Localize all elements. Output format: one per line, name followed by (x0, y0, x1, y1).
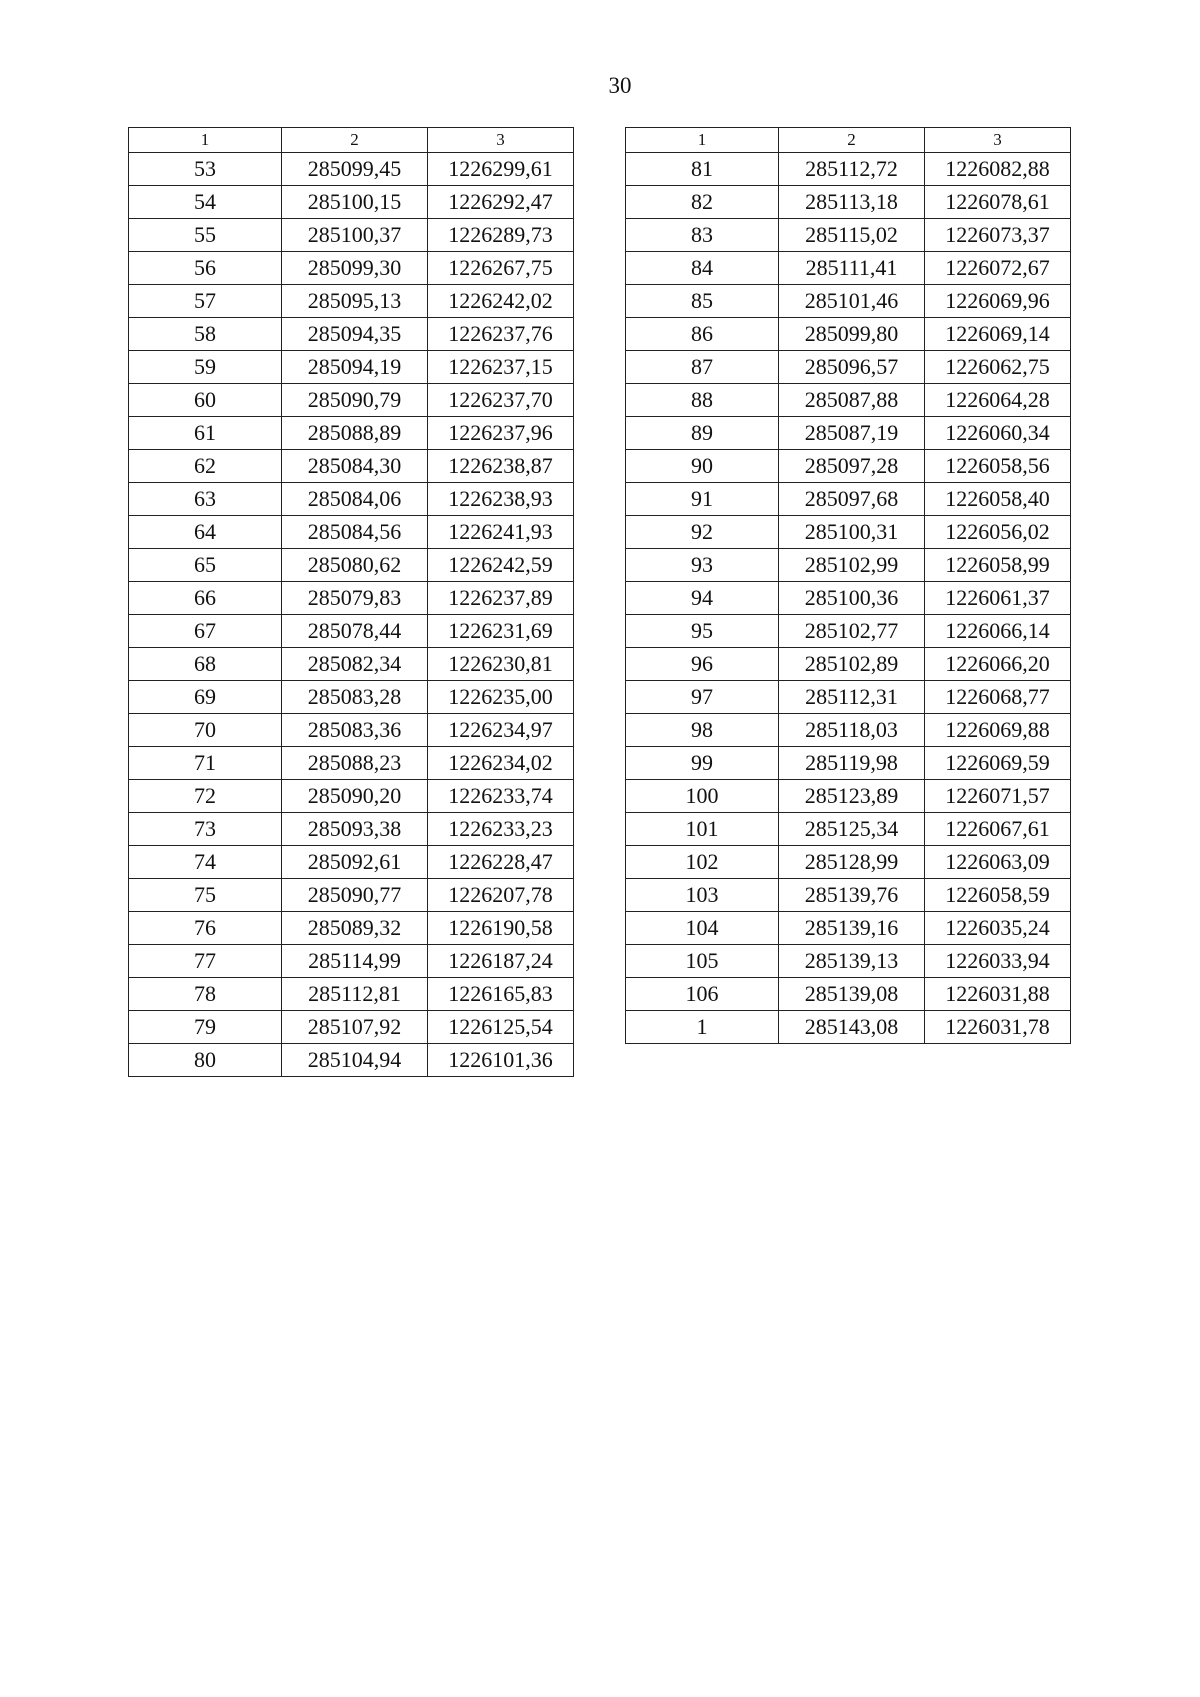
y-coordinate-cell: 1226082,88 (925, 153, 1071, 186)
point-number-cell: 53 (129, 153, 282, 186)
table-row (626, 912, 1071, 945)
table-row (129, 978, 574, 1011)
point-number-cell: 76 (129, 912, 282, 945)
y-coordinate-cell: 1226035,24 (925, 912, 1071, 945)
y-coordinate-cell: 1226061,37 (925, 582, 1071, 615)
table-row (129, 681, 574, 714)
y-coordinate-cell: 1226066,14 (925, 615, 1071, 648)
x-coordinate-cell: 285094,35 (282, 318, 428, 351)
x-coordinate-cell: 285125,34 (779, 813, 925, 846)
y-coordinate-cell: 1226237,76 (428, 318, 574, 351)
table-row (129, 813, 574, 846)
point-number-cell: 103 (626, 879, 779, 912)
table-row (626, 186, 1071, 219)
point-number-cell: 105 (626, 945, 779, 978)
table-row (626, 879, 1071, 912)
y-coordinate-cell: 1226078,61 (925, 186, 1071, 219)
y-coordinate-cell: 1226237,89 (428, 582, 574, 615)
x-coordinate-cell: 285102,99 (779, 549, 925, 582)
x-coordinate-cell: 285089,32 (282, 912, 428, 945)
x-coordinate-cell: 285080,62 (282, 549, 428, 582)
table-row (626, 615, 1071, 648)
y-coordinate-cell: 1226060,34 (925, 417, 1071, 450)
table-row (129, 351, 574, 384)
y-coordinate-cell: 1226056,02 (925, 516, 1071, 549)
column-header-2: 2 (779, 128, 925, 153)
x-coordinate-cell: 285100,36 (779, 582, 925, 615)
point-number-cell: 89 (626, 417, 779, 450)
table-row (129, 879, 574, 912)
point-number-cell: 57 (129, 285, 282, 318)
table-row (626, 813, 1071, 846)
point-number-cell: 92 (626, 516, 779, 549)
table-row (129, 186, 574, 219)
y-coordinate-cell: 1226069,88 (925, 714, 1071, 747)
y-coordinate-cell: 1226072,67 (925, 252, 1071, 285)
table-row (129, 747, 574, 780)
y-coordinate-cell: 1226058,99 (925, 549, 1071, 582)
x-coordinate-cell: 285097,68 (779, 483, 925, 516)
coordinates-table-left (128, 127, 574, 1077)
header-row (129, 128, 574, 153)
x-coordinate-cell: 285112,31 (779, 681, 925, 714)
table-row (129, 318, 574, 351)
column-header-3: 3 (925, 128, 1071, 153)
point-number-cell: 78 (129, 978, 282, 1011)
point-number-cell: 54 (129, 186, 282, 219)
y-coordinate-cell: 1226063,09 (925, 846, 1071, 879)
x-coordinate-cell: 285101,46 (779, 285, 925, 318)
x-coordinate-cell: 285099,45 (282, 153, 428, 186)
table-row (129, 252, 574, 285)
point-number-cell: 58 (129, 318, 282, 351)
table-row (626, 483, 1071, 516)
x-coordinate-cell: 285139,08 (779, 978, 925, 1011)
table-row (129, 615, 574, 648)
x-coordinate-cell: 285083,36 (282, 714, 428, 747)
point-number-cell: 98 (626, 714, 779, 747)
y-coordinate-cell: 1226234,02 (428, 747, 574, 780)
point-number-cell: 106 (626, 978, 779, 1011)
point-number-cell: 104 (626, 912, 779, 945)
x-coordinate-cell: 285099,80 (779, 318, 925, 351)
y-coordinate-cell: 1226058,56 (925, 450, 1071, 483)
table-row (129, 516, 574, 549)
point-number-cell: 69 (129, 681, 282, 714)
point-number-cell: 83 (626, 219, 779, 252)
table-row (626, 945, 1071, 978)
y-coordinate-cell: 1226187,24 (428, 945, 574, 978)
table-row (129, 648, 574, 681)
point-number-cell: 90 (626, 450, 779, 483)
x-coordinate-cell: 285099,30 (282, 252, 428, 285)
point-number-cell: 80 (129, 1044, 282, 1077)
y-coordinate-cell: 1226237,70 (428, 384, 574, 417)
x-coordinate-cell: 285090,79 (282, 384, 428, 417)
x-coordinate-cell: 285139,76 (779, 879, 925, 912)
x-coordinate-cell: 285102,77 (779, 615, 925, 648)
point-number-cell: 100 (626, 780, 779, 813)
x-coordinate-cell: 285079,83 (282, 582, 428, 615)
x-coordinate-cell: 285114,99 (282, 945, 428, 978)
x-coordinate-cell: 285118,03 (779, 714, 925, 747)
x-coordinate-cell: 285112,72 (779, 153, 925, 186)
x-coordinate-cell: 285100,37 (282, 219, 428, 252)
table-row (626, 747, 1071, 780)
table-row (626, 549, 1071, 582)
x-coordinate-cell: 285084,06 (282, 483, 428, 516)
point-number-cell: 67 (129, 615, 282, 648)
x-coordinate-cell: 285100,15 (282, 186, 428, 219)
point-number-cell: 82 (626, 186, 779, 219)
x-coordinate-cell: 285123,89 (779, 780, 925, 813)
y-coordinate-cell: 1226064,28 (925, 384, 1071, 417)
table-row (129, 780, 574, 813)
table-row (626, 450, 1071, 483)
table-row (626, 219, 1071, 252)
point-number-cell: 56 (129, 252, 282, 285)
point-number-cell: 1 (626, 1011, 779, 1044)
table-row (626, 582, 1071, 615)
y-coordinate-cell: 1226299,61 (428, 153, 574, 186)
y-coordinate-cell: 1226230,81 (428, 648, 574, 681)
x-coordinate-cell: 285084,56 (282, 516, 428, 549)
x-coordinate-cell: 285107,92 (282, 1011, 428, 1044)
point-number-cell: 64 (129, 516, 282, 549)
y-coordinate-cell: 1226242,59 (428, 549, 574, 582)
table-row (626, 978, 1071, 1011)
point-number-cell: 102 (626, 846, 779, 879)
point-number-cell: 68 (129, 648, 282, 681)
point-number-cell: 94 (626, 582, 779, 615)
x-coordinate-cell: 285082,34 (282, 648, 428, 681)
y-coordinate-cell: 1226237,15 (428, 351, 574, 384)
y-coordinate-cell: 1226231,69 (428, 615, 574, 648)
column-header-3: 3 (428, 128, 574, 153)
y-coordinate-cell: 1226241,93 (428, 516, 574, 549)
point-number-cell: 87 (626, 351, 779, 384)
point-number-cell: 73 (129, 813, 282, 846)
point-number-cell: 79 (129, 1011, 282, 1044)
y-coordinate-cell: 1226066,20 (925, 648, 1071, 681)
x-coordinate-cell: 285119,98 (779, 747, 925, 780)
table-row (626, 714, 1071, 747)
table-row (626, 681, 1071, 714)
y-coordinate-cell: 1226233,23 (428, 813, 574, 846)
y-coordinate-cell: 1226233,74 (428, 780, 574, 813)
y-coordinate-cell: 1226242,02 (428, 285, 574, 318)
table-row (626, 153, 1071, 186)
y-coordinate-cell: 1226207,78 (428, 879, 574, 912)
y-coordinate-cell: 1226033,94 (925, 945, 1071, 978)
x-coordinate-cell: 285088,89 (282, 417, 428, 450)
point-number-cell: 85 (626, 285, 779, 318)
table-row (626, 384, 1071, 417)
point-number-cell: 84 (626, 252, 779, 285)
y-coordinate-cell: 1226071,57 (925, 780, 1071, 813)
point-number-cell: 75 (129, 879, 282, 912)
x-coordinate-cell: 285095,13 (282, 285, 428, 318)
table-row (626, 417, 1071, 450)
x-coordinate-cell: 285096,57 (779, 351, 925, 384)
y-coordinate-cell: 1226073,37 (925, 219, 1071, 252)
table-row (129, 846, 574, 879)
coordinates-table-right (625, 127, 1071, 1044)
x-coordinate-cell: 285115,02 (779, 219, 925, 252)
table-row (129, 582, 574, 615)
x-coordinate-cell: 285093,38 (282, 813, 428, 846)
point-number-cell: 96 (626, 648, 779, 681)
y-coordinate-cell: 1226237,96 (428, 417, 574, 450)
point-number-cell: 93 (626, 549, 779, 582)
x-coordinate-cell: 285100,31 (779, 516, 925, 549)
y-coordinate-cell: 1226235,00 (428, 681, 574, 714)
header-row (626, 128, 1071, 153)
point-number-cell: 97 (626, 681, 779, 714)
y-coordinate-cell: 1226238,93 (428, 483, 574, 516)
point-number-cell: 65 (129, 549, 282, 582)
table-row (626, 516, 1071, 549)
point-number-cell: 72 (129, 780, 282, 813)
x-coordinate-cell: 285087,88 (779, 384, 925, 417)
point-number-cell: 59 (129, 351, 282, 384)
table-row (129, 417, 574, 450)
point-number-cell: 61 (129, 417, 282, 450)
x-coordinate-cell: 285139,16 (779, 912, 925, 945)
x-coordinate-cell: 285128,99 (779, 846, 925, 879)
point-number-cell: 86 (626, 318, 779, 351)
y-coordinate-cell: 1226058,59 (925, 879, 1071, 912)
y-coordinate-cell: 1226267,75 (428, 252, 574, 285)
x-coordinate-cell: 285143,08 (779, 1011, 925, 1044)
table-row (129, 945, 574, 978)
table-row (626, 285, 1071, 318)
y-coordinate-cell: 1226190,58 (428, 912, 574, 945)
x-coordinate-cell: 285094,19 (282, 351, 428, 384)
x-coordinate-cell: 285090,20 (282, 780, 428, 813)
x-coordinate-cell: 285084,30 (282, 450, 428, 483)
y-coordinate-cell: 1226068,77 (925, 681, 1071, 714)
point-number-cell: 81 (626, 153, 779, 186)
table-row (129, 285, 574, 318)
table-row (129, 153, 574, 186)
table-row (129, 450, 574, 483)
page-number: 30 (608, 73, 632, 98)
x-coordinate-cell: 285102,89 (779, 648, 925, 681)
table-row (129, 1011, 574, 1044)
table-row (626, 351, 1071, 384)
point-number-cell: 70 (129, 714, 282, 747)
point-number-cell: 91 (626, 483, 779, 516)
x-coordinate-cell: 285113,18 (779, 186, 925, 219)
table-row (129, 384, 574, 417)
y-coordinate-cell: 1226165,83 (428, 978, 574, 1011)
x-coordinate-cell: 285111,41 (779, 252, 925, 285)
y-coordinate-cell: 1226234,97 (428, 714, 574, 747)
table-row (626, 648, 1071, 681)
x-coordinate-cell: 285097,28 (779, 450, 925, 483)
point-number-cell: 66 (129, 582, 282, 615)
column-header-1: 1 (129, 128, 282, 153)
table-row (129, 549, 574, 582)
x-coordinate-cell: 285139,13 (779, 945, 925, 978)
y-coordinate-cell: 1226069,14 (925, 318, 1071, 351)
table-row (626, 252, 1071, 285)
table-row (129, 483, 574, 516)
point-number-cell: 55 (129, 219, 282, 252)
y-coordinate-cell: 1226067,61 (925, 813, 1071, 846)
x-coordinate-cell: 285112,81 (282, 978, 428, 1011)
point-number-cell: 99 (626, 747, 779, 780)
point-number-cell: 77 (129, 945, 282, 978)
y-coordinate-cell: 1226228,47 (428, 846, 574, 879)
y-coordinate-cell: 1226292,47 (428, 186, 574, 219)
y-coordinate-cell: 1226058,40 (925, 483, 1071, 516)
table-row (626, 1011, 1071, 1044)
point-number-cell: 71 (129, 747, 282, 780)
point-number-cell: 60 (129, 384, 282, 417)
y-coordinate-cell: 1226101,36 (428, 1044, 574, 1077)
point-number-cell: 88 (626, 384, 779, 417)
y-coordinate-cell: 1226289,73 (428, 219, 574, 252)
table-row (129, 219, 574, 252)
point-number-cell: 62 (129, 450, 282, 483)
column-header-2: 2 (282, 128, 428, 153)
table-row (129, 912, 574, 945)
point-number-cell: 74 (129, 846, 282, 879)
x-coordinate-cell: 285104,94 (282, 1044, 428, 1077)
y-coordinate-cell: 1226238,87 (428, 450, 574, 483)
y-coordinate-cell: 1226062,75 (925, 351, 1071, 384)
x-coordinate-cell: 285083,28 (282, 681, 428, 714)
table-row (626, 780, 1071, 813)
table-row (626, 846, 1071, 879)
table-row (129, 1044, 574, 1077)
column-header-1: 1 (626, 128, 779, 153)
x-coordinate-cell: 285092,61 (282, 846, 428, 879)
point-number-cell: 95 (626, 615, 779, 648)
table-row (626, 318, 1071, 351)
y-coordinate-cell: 1226031,88 (925, 978, 1071, 1011)
x-coordinate-cell: 285087,19 (779, 417, 925, 450)
y-coordinate-cell: 1226069,96 (925, 285, 1071, 318)
point-number-cell: 63 (129, 483, 282, 516)
y-coordinate-cell: 1226125,54 (428, 1011, 574, 1044)
y-coordinate-cell: 1226031,78 (925, 1011, 1071, 1044)
point-number-cell: 101 (626, 813, 779, 846)
table-row (129, 714, 574, 747)
y-coordinate-cell: 1226069,59 (925, 747, 1071, 780)
x-coordinate-cell: 285078,44 (282, 615, 428, 648)
x-coordinate-cell: 285090,77 (282, 879, 428, 912)
x-coordinate-cell: 285088,23 (282, 747, 428, 780)
